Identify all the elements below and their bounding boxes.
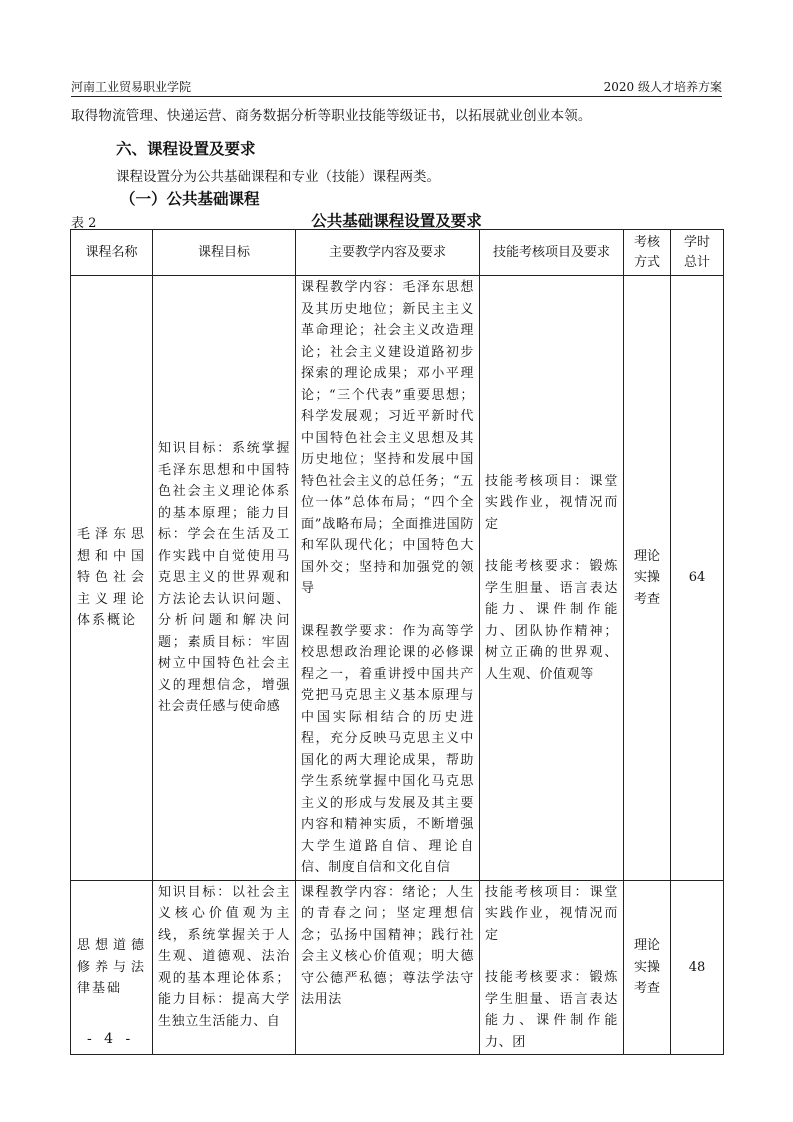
skill-assessment-cell (480, 880, 624, 1055)
skill-requirement-text: 技能考核要求：锻炼学生胆量、语言表达能力、课件制作能力、团 (485, 970, 618, 1050)
requirement-text: 课程教学要求：作为高等学校思想政治理论课的必修课程之一，着重讲授中国共产党把马克思主义基本原理与中国实际相结合的历史进程，充分反映马克思主义中国化的两大理论成果，帮助学生系统掌握中国化马克思主义的形成与发展及其主要内容和精神实质，不断增强大学生道路自信、理论自信、制度自信和文化自信 (301, 623, 474, 875)
assessment-method-cell: 理论 实操 考查 (624, 880, 671, 1055)
table-row (71, 276, 724, 881)
skill-assessment-cell (480, 276, 624, 881)
course-goal-cell: 知识目标：系统掌握毛泽东思想和中国特色社会主义理论体系的基本原理；能力目标：学会在生活及工作实践中自觉使用马克思主义的世界观和方法论去认识问题、分析问题和解决问题；素质目标：牢固树立中国特色社会主义的理想信念，增强社会责任感与使命感 (153, 276, 296, 881)
column-header-skill-assessment: 技能考核项目及要求 (480, 230, 624, 276)
header-school-name: 河南工业贸易职业学院 (71, 80, 192, 94)
course-table (70, 229, 724, 1055)
column-header-content: 主要教学内容及要求 (296, 230, 480, 276)
page-number: - 4 - (87, 1031, 135, 1047)
intro-paragraph: 取得物流管理、快递运营、商务数据分析等职业技能等级证书，以拓展就业创业本领。 (71, 108, 592, 124)
course-name-cell: 毛泽东思想和中国特色社会主义理论体系概论 (71, 276, 153, 881)
column-header-total-hours: 学时 总计 (671, 230, 724, 276)
section-paragraph: 课程设置分为公共基础课程和专业（技能）课程两类。 (116, 169, 440, 185)
column-header-assessment-method: 考核 方式 (624, 230, 671, 276)
course-content-cell (296, 880, 480, 1055)
table-label: 表 2 (71, 216, 97, 231)
course-content-cell (296, 276, 480, 881)
column-header-course-name: 课程名称 (71, 230, 153, 276)
course-goal-cell: 知识目标：以社会主义核心价值观为主线，系统掌握关于人生观、道德观、法治观的基本理论体系；能力目标：提高大学生独立生活能力、自 (153, 880, 296, 1055)
table-title: 公共基础课程设置及要求 (311, 211, 482, 230)
total-hours-cell: 64 (671, 276, 724, 881)
header-doc-title: 2020 级人才培养方案 (603, 80, 722, 94)
skill-requirement-text: 技能考核要求：锻炼学生胆量、语言表达能力、课件制作能力、团队协作精神；树立正确的世界观、人生观、价值观等 (485, 559, 618, 682)
content-text: 课程教学内容：毛泽东思想及其历史地位；新民主主义革命理论；社会主义改造理论；社会主义建设道路初步探索的理论成果；邓小平理论；“三个代表”重要思想；科学发展观；习近平新时代中国特色社会主义思想及其历史地位；坚持和发展中国特色社会主义的总任务；“五位一体”总体布局；“四个全面”战略布局；全面推进国防和军队现代化；中国特色大国外交；坚持和加强党的领导 (301, 280, 474, 596)
table-row (71, 880, 724, 1055)
course-name-cell: 思想道德修养与法律基础 (71, 880, 153, 1055)
section-heading: 六、课程设置及要求 (116, 139, 256, 158)
total-hours-cell: 48 (671, 880, 724, 1055)
skill-item-text: 技能考核项目：课堂实践作业，视情况而定 (485, 884, 618, 943)
assessment-method-cell: 理论 实操 考查 (624, 276, 671, 881)
header-divider (71, 96, 722, 97)
table-header-row (71, 230, 724, 276)
column-header-course-goal: 课程目标 (153, 230, 296, 276)
skill-item-text: 技能考核项目：课堂实践作业，视情况而定 (485, 473, 618, 532)
subsection-heading: （一）公共基础课程 (120, 189, 260, 208)
content-text: 课程教学内容：绪论；人生的青春之问；坚定理想信念；弘扬中国精神；践行社会主义核心价值观；明大德守公德严私德；尊法学法守法用法 (301, 884, 474, 1007)
